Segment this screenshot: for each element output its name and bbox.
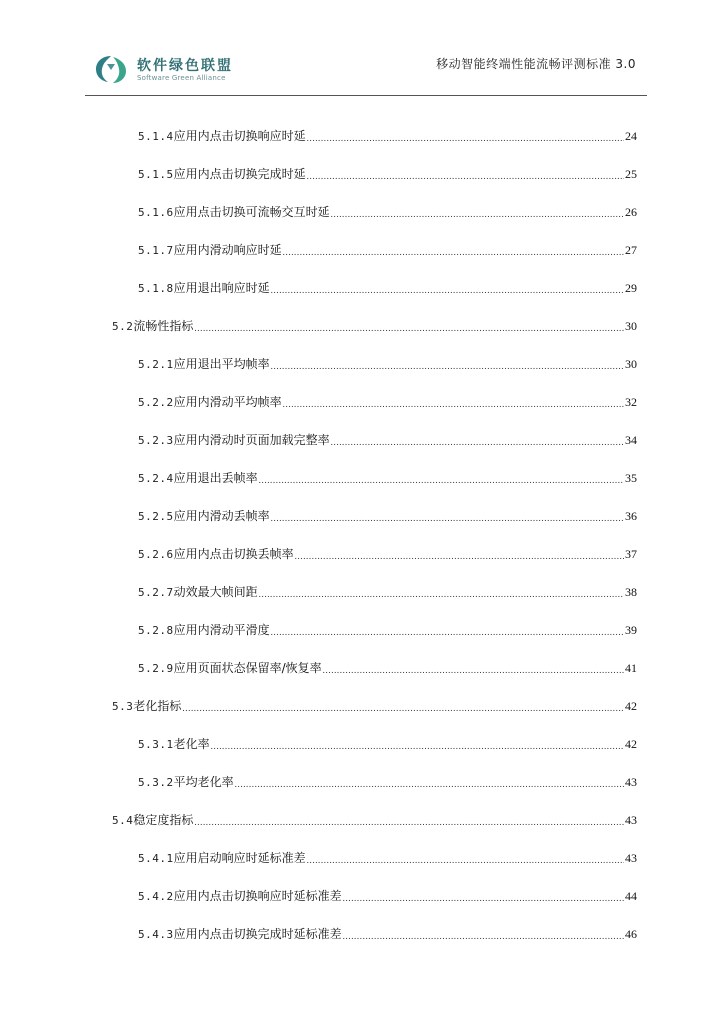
toc-page-number: 46 [625, 927, 637, 941]
toc-entry[interactable] [138, 621, 637, 639]
toc-number: 5.2 [112, 320, 134, 333]
toc-leader-dots [331, 434, 624, 448]
toc-entry[interactable] [138, 773, 637, 791]
toc-title: 应用退出平均帧率 [173, 357, 270, 371]
toc-entry[interactable] [138, 203, 637, 221]
toc-leader-dots [182, 700, 624, 714]
toc-title: 应用内滑动平滑度 [173, 623, 270, 637]
toc-section-entry[interactable] [112, 811, 637, 829]
toc-page-number: 25 [625, 167, 637, 181]
alliance-logo-icon [94, 54, 128, 84]
toc-number: 5.2.6 [138, 548, 174, 561]
toc-page-number: 39 [625, 623, 637, 637]
toc-entry[interactable] [138, 279, 637, 297]
toc-number: 5.1.7 [138, 244, 174, 257]
toc-number: 5.2.1 [138, 358, 174, 371]
toc-number: 5.4.1 [138, 852, 174, 865]
document-title: 移动智能终端性能流畅评测标准 3.0 [436, 57, 636, 71]
toc-page-number: 24 [625, 129, 637, 143]
toc-leader-dots [259, 472, 624, 486]
toc-entry[interactable] [138, 925, 637, 943]
toc-page-number: 34 [625, 433, 637, 447]
toc-entry[interactable] [138, 507, 637, 525]
toc-title: 老化指标 [133, 699, 182, 713]
toc-title: 流畅性指标 [133, 319, 194, 333]
toc-entry[interactable] [138, 469, 637, 487]
toc-number: 5.1.6 [138, 206, 174, 219]
toc-number: 5.2.9 [138, 662, 174, 675]
toc-title: 应用内滑动时页面加载完整率 [173, 433, 330, 447]
toc-title: 稳定度指标 [133, 813, 194, 827]
toc-leader-dots [331, 206, 624, 220]
toc-page-number: 26 [625, 205, 637, 219]
toc-number: 5.3.1 [138, 738, 174, 751]
toc-title: 应用内点击切换丢帧率 [173, 547, 294, 561]
toc-entry[interactable] [138, 241, 637, 259]
toc-leader-dots [271, 624, 624, 638]
toc-entry[interactable] [138, 659, 637, 677]
toc-page-number: 30 [625, 319, 637, 333]
toc-number: 5.1.8 [138, 282, 174, 295]
toc-leader-dots [343, 928, 624, 942]
toc-entry[interactable] [138, 165, 637, 183]
brand-name-en: Software Green Alliance [137, 74, 226, 82]
brand-name-cn: 软件绿色联盟 [137, 58, 233, 74]
toc-page-number: 44 [625, 889, 637, 903]
toc-entry[interactable] [138, 431, 637, 449]
toc-leader-dots [343, 890, 624, 904]
toc-leader-dots [271, 510, 624, 524]
toc-leader-dots [271, 358, 624, 372]
toc-number: 5.2.4 [138, 472, 174, 485]
page-header [0, 0, 724, 96]
toc-number: 5.2.3 [138, 434, 174, 447]
toc-title: 应用内点击切换响应时延 [173, 129, 306, 143]
toc-leader-dots [307, 130, 624, 144]
toc-page-number: 29 [625, 281, 637, 295]
toc-leader-dots [283, 396, 624, 410]
toc-page-number: 43 [625, 775, 637, 789]
toc-title: 应用退出丢帧率 [173, 471, 258, 485]
toc-title: 应用内滑动平均帧率 [173, 395, 282, 409]
toc-leader-dots [307, 852, 624, 866]
toc-leader-dots [283, 244, 624, 258]
toc-title: 应用退出响应时延 [173, 281, 270, 295]
toc-title: 应用页面状态保留率/恢复率 [173, 661, 322, 675]
toc-page-number: 35 [625, 471, 637, 485]
toc-title: 应用内滑动丢帧率 [173, 509, 270, 523]
toc-title: 应用内点击切换完成时延标准差 [173, 927, 342, 941]
toc-leader-dots [194, 814, 624, 828]
toc-number: 5.2.5 [138, 510, 174, 523]
toc-page-number: 43 [625, 851, 637, 865]
toc-number: 5.2.7 [138, 586, 174, 599]
toc-title: 应用内点击切换响应时延标准差 [173, 889, 342, 903]
toc-section-entry[interactable] [112, 697, 637, 715]
toc-number: 5.1.4 [138, 130, 174, 143]
toc-page-number: 27 [625, 243, 637, 257]
toc-entry[interactable] [138, 545, 637, 563]
toc-title: 动效最大帧间距 [173, 585, 258, 599]
toc-entry[interactable] [138, 393, 637, 411]
toc-entry[interactable] [138, 735, 637, 753]
toc-page-number: 43 [625, 813, 637, 827]
toc-entry[interactable] [138, 887, 637, 905]
toc-page-number: 42 [625, 699, 637, 713]
toc-leader-dots [307, 168, 624, 182]
toc-leader-dots [295, 548, 624, 562]
toc-number: 5.4.2 [138, 890, 174, 903]
toc-page-number: 30 [625, 357, 637, 371]
toc-number: 5.3.2 [138, 776, 174, 789]
toc-number: 5.4.3 [138, 928, 174, 941]
toc-number: 5.4 [112, 814, 134, 827]
toc-leader-dots [194, 320, 624, 334]
toc-title: 应用内点击切换完成时延 [173, 167, 306, 181]
toc-entry[interactable] [138, 127, 637, 145]
toc-entry[interactable] [138, 583, 637, 601]
toc-leader-dots [259, 586, 624, 600]
toc-page-number: 36 [625, 509, 637, 523]
toc-title: 应用启动响应时延标准差 [173, 851, 306, 865]
toc-page-number: 32 [625, 395, 637, 409]
toc-title: 平均老化率 [173, 775, 234, 789]
toc-page-number: 38 [625, 585, 637, 599]
toc-entry[interactable] [138, 849, 637, 867]
toc-section-entry[interactable] [112, 317, 637, 335]
toc-number: 5.3 [112, 700, 134, 713]
toc-entry[interactable] [138, 355, 637, 373]
toc-page-number: 42 [625, 737, 637, 751]
toc-leader-dots [323, 662, 624, 676]
toc-leader-dots [211, 738, 624, 752]
toc-title: 应用点击切换可流畅交互时延 [173, 205, 330, 219]
toc-leader-dots [271, 282, 624, 296]
toc-number: 5.2.2 [138, 396, 174, 409]
toc-page-number: 37 [625, 547, 637, 561]
toc-leader-dots [235, 776, 624, 790]
toc-title: 老化率 [173, 737, 210, 751]
toc-number: 5.1.5 [138, 168, 174, 181]
header-divider [85, 95, 647, 96]
toc-number: 5.2.8 [138, 624, 174, 637]
toc-page-number: 41 [625, 661, 637, 675]
toc-title: 应用内滑动响应时延 [173, 243, 282, 257]
